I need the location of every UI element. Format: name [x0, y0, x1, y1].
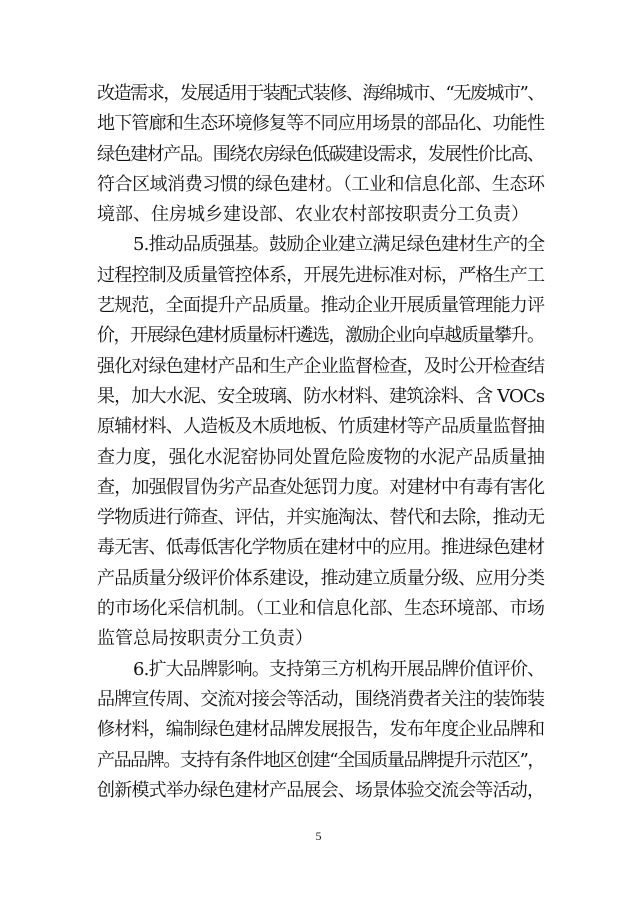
text-line: 创新模式举办绿色建材产品展会、场景体验交流会等活动， — [97, 779, 545, 801]
page-number: 5 — [315, 829, 322, 843]
text-line: 原辅材料、人造板及木质地板、竹质建材等产品质量监督抽 — [97, 416, 545, 438]
text-line: 5.推动品质强基。鼓励企业建立满足绿色建材生产的全 — [133, 234, 545, 256]
text-line: 毒无害、低毒低害化学物质在建材中的应用。推进绿色建材 — [97, 537, 545, 559]
text-line: 境部、住房城乡建设部、农业农村部按职责分工负责） — [97, 204, 529, 226]
text-line: 修材料，编制绿色建材品牌发展报告，发布年度企业品牌和 — [97, 719, 545, 741]
paragraph-item-5 — [97, 230, 545, 654]
text-line: 监管总局按职责分工负责） — [97, 628, 313, 650]
text-line: 查，加强假冒伪劣产品查处惩罚力度。对建材中有毒有害化 — [97, 476, 545, 498]
text-line: 价，开展绿色建材质量标杆遴选，激励企业向卓越质量攀升。 — [97, 325, 544, 347]
paragraph-continuation — [97, 79, 545, 230]
text-line: 改造需求，发展适用于装配式装修、海绵城市、“无废城市”、 — [97, 83, 544, 104]
paragraph-item-6 — [97, 655, 545, 806]
text-line: 产品品牌。支持有条件地区创建“全国质量品牌提升示范区”， — [97, 749, 544, 771]
text-line: 学物质进行筛查、评估，并实施淘汰、替代和去除，推动无 — [97, 507, 545, 529]
text-line: 强化对绿色建材产品和生产企业监督检查，及时公开检查结 — [97, 355, 545, 377]
text-line: 查力度，强化水泥窑协同处置危险废物的水泥产品质量抽 — [97, 446, 545, 468]
text-line: 绿色建材产品。围绕农房绿色低碳建设需求，发展性价比高、 — [97, 143, 544, 165]
text-line: 地下管廊和生态环境修复等不同应用场景的部品化、功能性 — [97, 113, 545, 135]
text-line: 产品质量分级评价体系建设，推动建立质量分级、应用分类 — [97, 567, 545, 589]
text-line: 品牌宣传周、交流对接会等活动，围绕消费者关注的装饰装 — [97, 688, 545, 710]
text-line: 的市场化采信机制。（工业和信息化部、生态环境部、市场 — [97, 598, 545, 620]
text-line: 6.扩大品牌影响。支持第三方机构开展品牌价值评价、 — [133, 658, 545, 680]
document-body — [97, 79, 545, 806]
text-line: 果，加大水泥、安全玻璃、防水材料、建筑涂料、含 VOCs — [97, 385, 545, 407]
text-line: 过程控制及质量管控体系，开展先进标准对标，严格生产工 — [97, 264, 545, 286]
text-line: 符合区域消费习惯的绿色建材。（工业和信息化部、生态环 — [97, 173, 545, 195]
text-line: 艺规范，全面提升产品质量。推动企业开展质量管理能力评 — [97, 295, 545, 317]
